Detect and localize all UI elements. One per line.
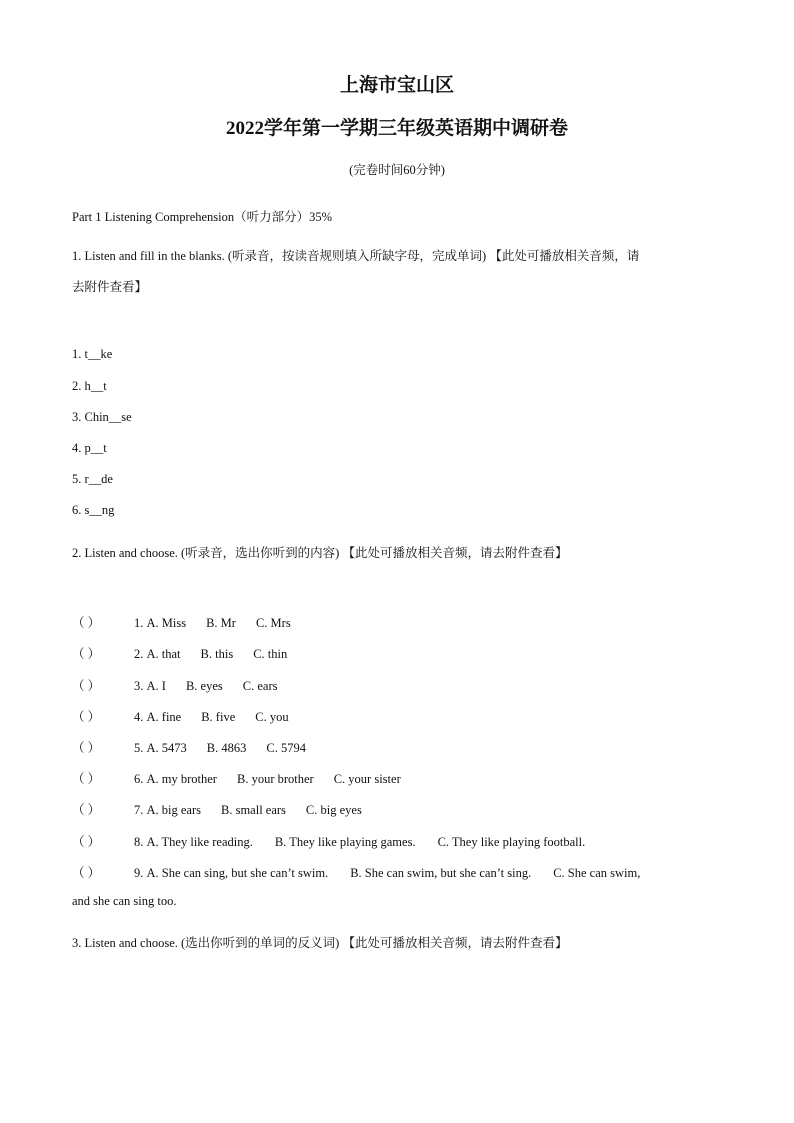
choice-question-2 (72, 644, 307, 662)
time-note: (完卷时间60分钟) (349, 163, 445, 177)
fill-item-1: 1. t__ke (72, 347, 113, 361)
question-number: 5. (134, 741, 144, 755)
fill-item-2: 2. h__t (72, 379, 107, 393)
option-b: B. She can swim, but she can’t sing. (350, 866, 532, 880)
option-c: C. They like playing football. (437, 835, 586, 849)
choice-question-5 (72, 738, 326, 756)
answer-blank[interactable]: （ ） (72, 647, 101, 661)
answer-blank[interactable]: （ ） (72, 741, 101, 755)
question-number: 4. (134, 710, 144, 724)
option-c: C. your sister (333, 772, 401, 786)
option-c: C. ears (242, 679, 278, 693)
option-a: A. my brother (146, 772, 217, 786)
option-a: A. fine (146, 710, 182, 724)
choice-question-8 (72, 832, 605, 850)
answer-blank[interactable]: （ ） (72, 772, 101, 786)
option-b: B. your brother (236, 772, 314, 786)
option-b: B. Mr (206, 616, 236, 630)
answer-blank[interactable]: （ ） (72, 835, 101, 849)
choice-question-4 (72, 707, 309, 725)
option-a: A. 5473 (146, 741, 187, 755)
choice-question-9 (72, 863, 727, 881)
answer-blank[interactable]: （ ） (72, 616, 101, 630)
option-c: C. big eyes (305, 803, 362, 817)
option-a: A. She can sing, but she can’t swim. (146, 866, 329, 880)
option-a: A. Miss (146, 616, 187, 630)
district-title: 上海市宝山区 (339, 75, 454, 96)
answer-blank[interactable]: （ ） (72, 866, 101, 880)
option-b: B. eyes (185, 679, 223, 693)
option-c: C. Mrs (255, 616, 291, 630)
question-number: 2. (134, 647, 144, 661)
option-a: A. that (146, 647, 181, 661)
section1-instruction: 1. Listen and fill in the blanks. (听录音，按读音规则填入所缺字母，完成单词) 【此处可播放相关音频，请 (72, 249, 640, 263)
answer-blank[interactable]: （ ） (72, 710, 101, 724)
question-number: 1. (134, 616, 144, 630)
choice-question-7 (72, 800, 382, 818)
section3-instruction: 3. Listen and choose. (选出你听到的单词的反义词) 【此处可播放相关音频，请去附件查看】 (72, 936, 568, 950)
option-c: C. thin (253, 647, 288, 661)
option-c: C. She can swim, (553, 866, 641, 880)
question-number: 3. (134, 679, 144, 693)
fill-item-6: 6. s__ng (72, 503, 115, 517)
option-b: B. small ears (221, 803, 286, 817)
fill-item-3: 3. Chin__se (72, 410, 132, 424)
option-b: B. five (201, 710, 236, 724)
option-c: C. 5794 (266, 741, 306, 755)
part1-heading: Part 1 Listening Comprehension（听力部分）35% (72, 210, 333, 224)
option-b: B. this (200, 647, 234, 661)
fill-item-4: 4. p__t (72, 441, 107, 455)
option-a: A. They like reading. (146, 835, 253, 849)
option-b: B. 4863 (206, 741, 247, 755)
answer-blank[interactable]: （ ） (72, 803, 101, 817)
choice-question-9-cont: and she can sing too. (72, 894, 177, 908)
answer-blank[interactable]: （ ） (72, 679, 101, 693)
question-number: 6. (134, 772, 144, 786)
choice-question-6 (72, 769, 421, 787)
option-a: A. I (146, 679, 166, 693)
option-b: B. They like playing games. (274, 835, 416, 849)
question-number: 8. (134, 835, 144, 849)
question-number: 9. (134, 866, 144, 880)
option-c: C. you (255, 710, 289, 724)
question-number: 7. (134, 803, 144, 817)
fill-item-5: 5. r__de (72, 472, 113, 486)
option-a: A. big ears (146, 803, 201, 817)
section1-instruction-cont: 去附件查看】 (72, 280, 148, 294)
exam-title: 2022学年第一学期三年级英语期中调研卷 (225, 118, 568, 139)
choice-question-1 (72, 613, 311, 631)
section2-instruction: 2. Listen and choose. (听录音，选出你听到的内容) 【此处可播放相关音频，请去附件查看】 (72, 546, 568, 560)
choice-question-3 (72, 676, 297, 694)
